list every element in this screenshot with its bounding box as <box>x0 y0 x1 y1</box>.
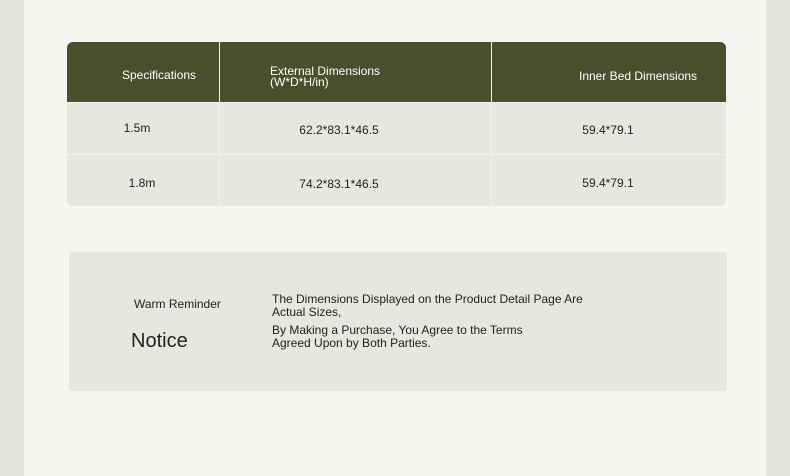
warm-reminder-label: Warm Reminder <box>134 297 221 311</box>
page <box>24 0 766 476</box>
cell-external: 62.2*83.1*46.5 <box>299 123 379 137</box>
notice-title: Notice <box>131 330 188 352</box>
header-external-dimensions: External Dimensions (W*D*H/in) <box>270 64 381 89</box>
cell-inner: 59.4*79.1 <box>582 176 634 190</box>
size-spec-table <box>67 42 726 206</box>
column-divider <box>491 42 492 206</box>
cell-spec: 1.5m <box>123 121 151 135</box>
header-inner-bed-dimensions: Inner Bed Dimensions <box>579 69 698 83</box>
notice-paragraph: By Making a Purchase, You Agree to the Terms Agreed Upon by Both Parties. <box>272 323 523 350</box>
notice-paragraph: The Dimensions Displayed on the Product Detail Page Are Actual Sizes, <box>272 292 583 319</box>
row-divider <box>67 154 726 155</box>
cell-external: 74.2*83.1*46.5 <box>299 177 379 191</box>
row-divider <box>67 102 726 103</box>
notice-box <box>69 252 727 391</box>
column-divider <box>219 42 220 206</box>
header-specifications: Specifications <box>122 68 197 82</box>
cell-inner: 59.4*79.1 <box>582 123 634 137</box>
cell-spec: 1.8m <box>128 176 156 190</box>
